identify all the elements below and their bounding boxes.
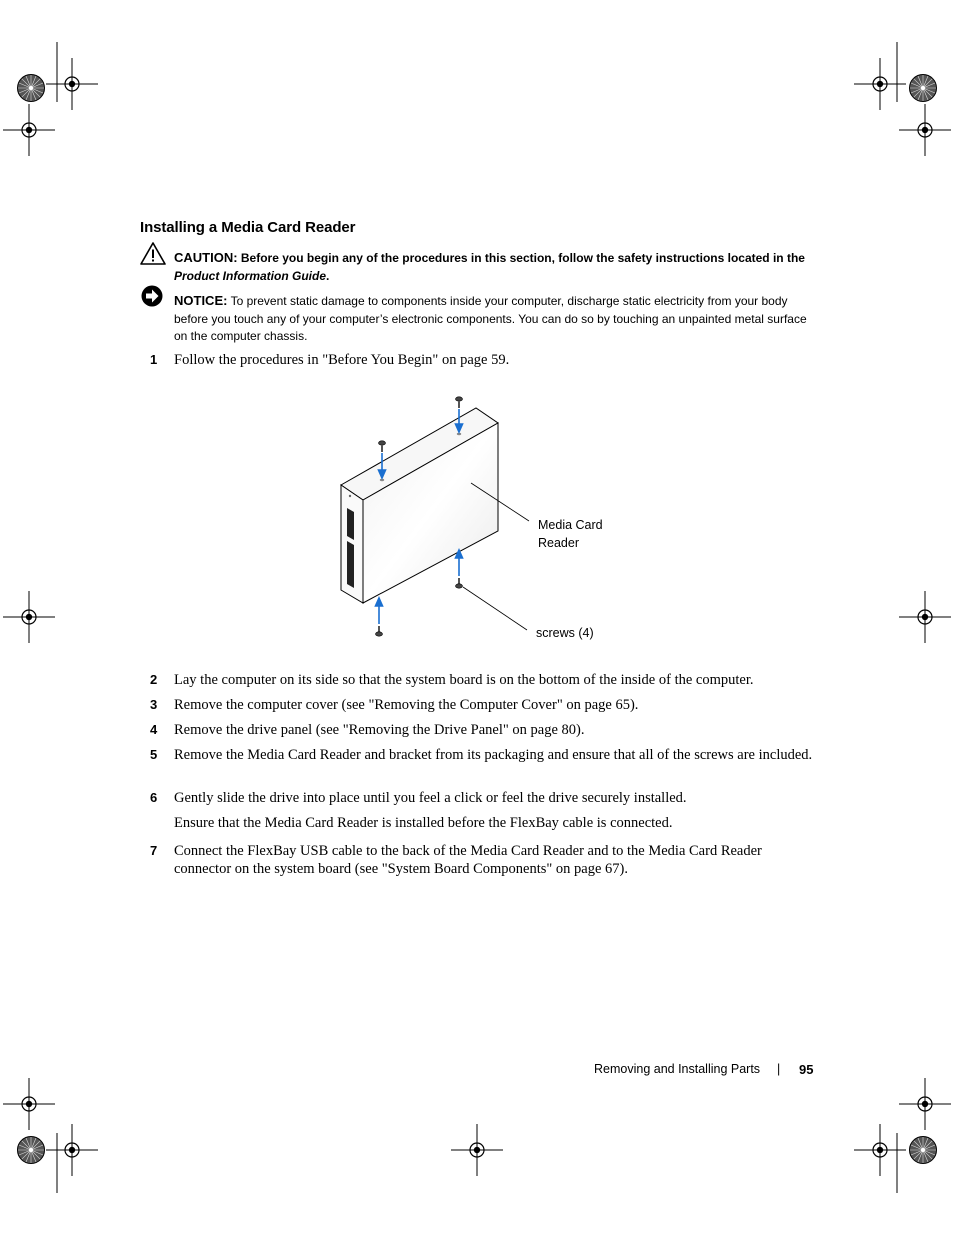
step-number: 1 bbox=[150, 352, 158, 367]
footer-section-title: Removing and Installing Parts bbox=[594, 1062, 761, 1076]
section-heading: Installing a Media Card Reader bbox=[140, 219, 356, 236]
card-slot-lower bbox=[347, 541, 354, 588]
step-number: 6 bbox=[150, 790, 158, 805]
card-slot-upper bbox=[347, 508, 354, 540]
figure-label-line: Media Card bbox=[538, 518, 603, 532]
caution-text bbox=[174, 249, 814, 285]
page-number: 95 bbox=[799, 1062, 814, 1077]
step-text: Follow the procedures in "Before You Begin" on page 59. bbox=[174, 352, 510, 368]
figure-label-line: Reader bbox=[538, 536, 579, 550]
step-number: 7 bbox=[150, 843, 158, 858]
notice-icon bbox=[141, 285, 163, 307]
notice-label: NOTICE: bbox=[174, 293, 228, 308]
screw-bottom-left bbox=[376, 626, 383, 636]
step-number: 5 bbox=[150, 747, 158, 762]
caution-end: . bbox=[326, 268, 330, 283]
screw-top-left bbox=[379, 441, 386, 452]
step-text: Connect the FlexBay USB cable to the back of the Media Card Reader and to the Media Card Reader connector on the system board (see "System Board Components" on page 67). bbox=[174, 843, 762, 877]
step-text: Lay the computer on its side so that the system board is on the bottom of the inside of the computer. bbox=[174, 672, 754, 688]
caution-icon bbox=[140, 242, 166, 266]
step-number: 2 bbox=[150, 672, 158, 687]
step-text: Remove the computer cover (see "Removing the Computer Cover" on page 65). bbox=[174, 697, 639, 713]
figure-label-media-card-reader bbox=[538, 516, 603, 552]
product-information-guide-reference: Product Information Guide bbox=[174, 268, 326, 283]
figure-label-screws: screws (4) bbox=[536, 626, 594, 640]
caution-body: Before you begin any of the procedures in this section, follow the safety instructions located in the bbox=[240, 251, 805, 265]
caution-label: CAUTION: bbox=[174, 250, 238, 265]
step-text: Remove the Media Card Reader and bracket from its packaging and ensure that all of the screws are included. bbox=[174, 747, 813, 763]
screw-top-right bbox=[456, 397, 463, 408]
notice-text bbox=[174, 292, 814, 346]
step-number: 4 bbox=[150, 722, 158, 737]
leader-line-screws bbox=[463, 587, 527, 630]
footer-separator: | bbox=[777, 1062, 781, 1076]
notice-body: To prevent static damage to components inside your computer, discharge static electricity from your body before you touch any of your computer’s electronic components. You can do so by touching an unpainted metal surface on the computer chassis. bbox=[174, 294, 807, 343]
step-number: 3 bbox=[150, 697, 158, 712]
screw-bottom-right bbox=[456, 578, 463, 588]
activity-light bbox=[349, 495, 351, 497]
step-6-note: Ensure that the Media Card Reader is installed before the FlexBay cable is connected. bbox=[174, 815, 673, 831]
step-text: Gently slide the drive into place until you feel a click or feel the drive securely installed. bbox=[174, 790, 687, 806]
step-text: Remove the drive panel (see "Removing the Drive Panel" on page 80). bbox=[174, 722, 585, 738]
